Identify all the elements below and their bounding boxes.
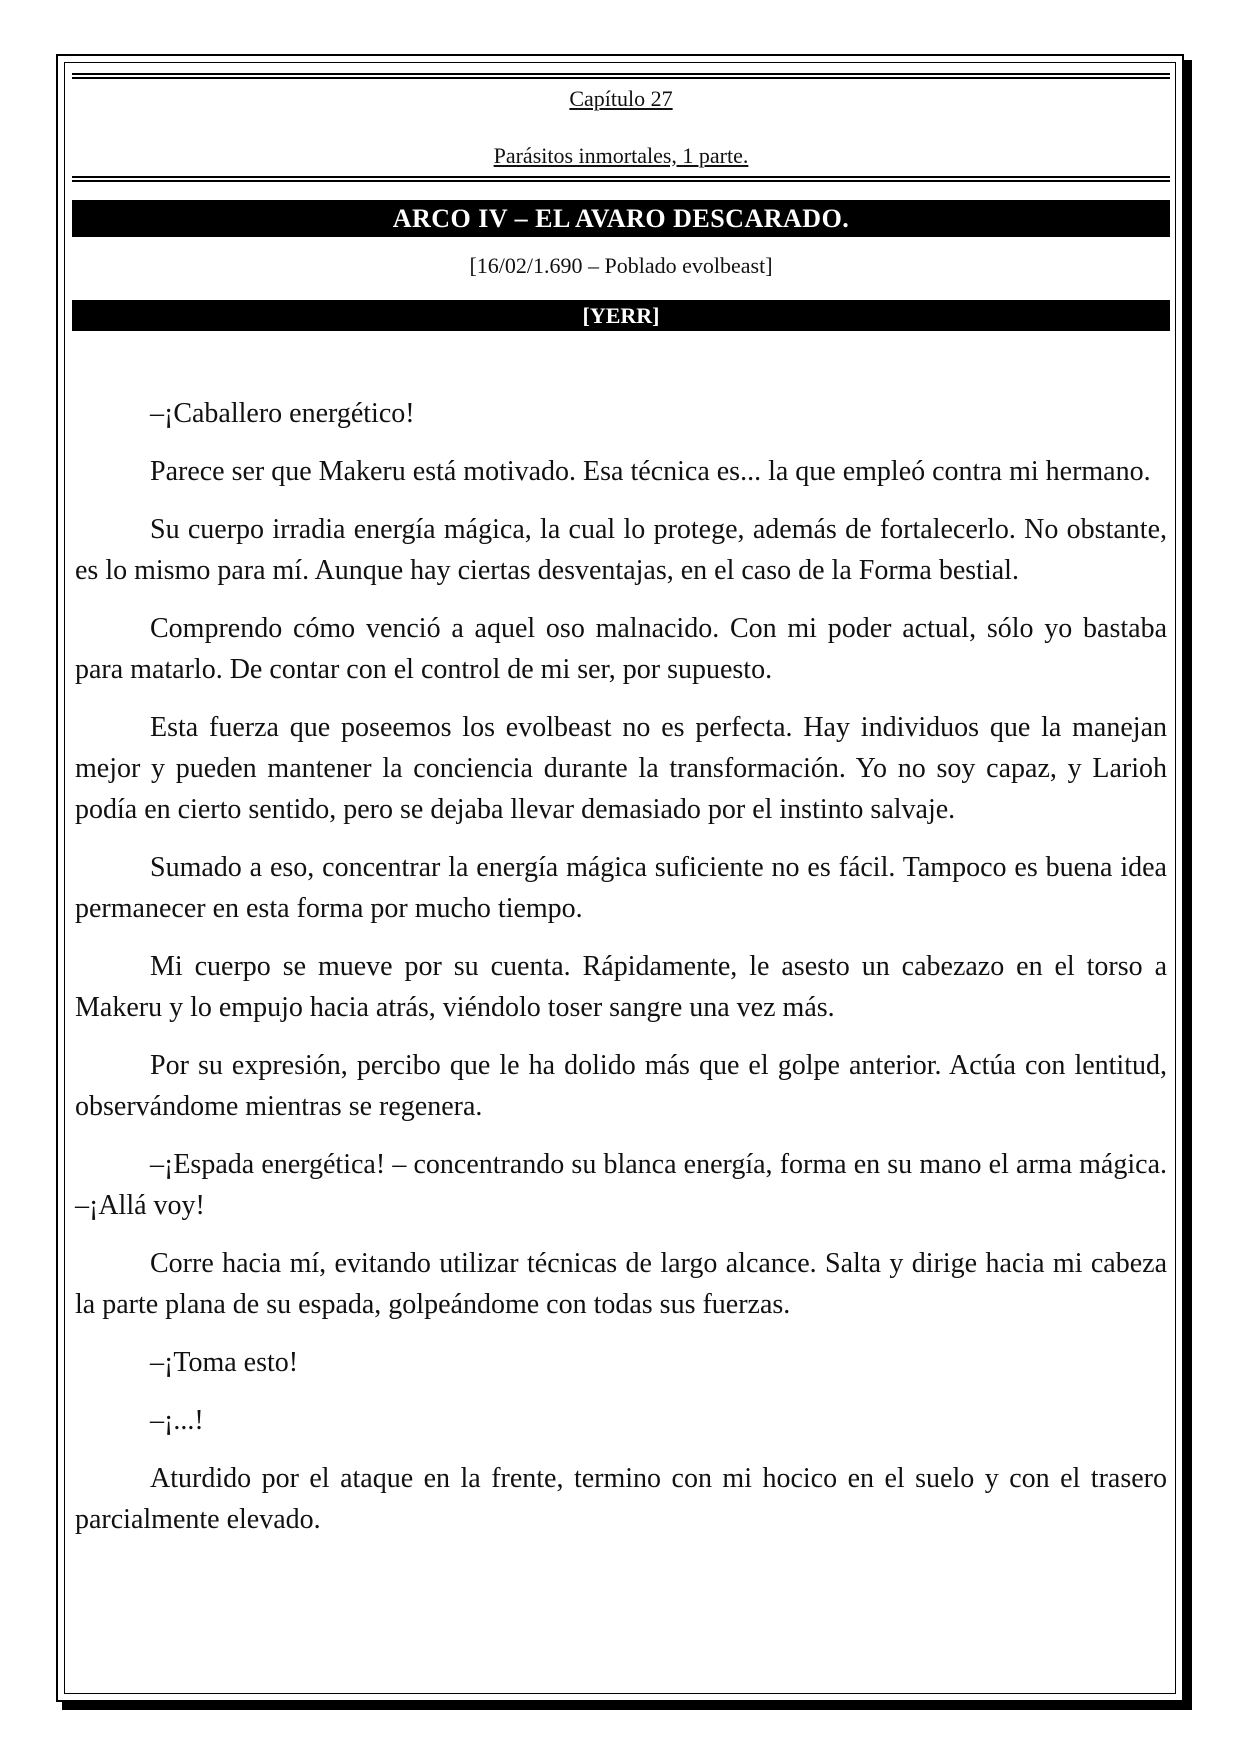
paragraph: Por su expresión, percibo que le ha dolido más que el golpe anterior. Actúa con lentitud, observándome mientras se regenera. <box>75 1050 1167 1122</box>
paragraph: Comprendo cómo venció a aquel oso malnacido. Con mi poder actual, sólo yo bastaba para matarlo. De contar con el control de mi ser, por supuesto. <box>75 613 1167 685</box>
header-bottom-rule <box>72 176 1170 182</box>
chapter-title: Parásitos inmortales, 1 parte. <box>493 143 749 168</box>
header-top-rule <box>72 73 1170 79</box>
paragraph: –¡Espada energética! – concentrando su blanca energía, forma en su mano el arma mágica. –¡Allá voy! <box>75 1149 1167 1221</box>
paragraph: Corre hacia mí, evitando utilizar técnicas de largo alcance. Salta y dirige hacia mi cabeza la parte plana de su espada, golpeándome con todas sus fuerzas. <box>75 1248 1167 1320</box>
paragraph: –¡Caballero energético! <box>150 398 415 429</box>
pov-bar: [YERR] <box>72 300 1170 331</box>
paragraph: Mi cuerpo se mueve por su cuenta. Rápidamente, le asesto un cabezazo en el torso a Makeru y lo empujo hacia atrás, viéndolo toser sangre una vez más. <box>75 951 1167 1023</box>
date-location: [16/02/1.690 – Poblado evolbeast] <box>469 253 773 278</box>
chapter-body <box>75 393 1167 1557</box>
paragraph: Sumado a eso, concentrar la energía mágica suficiente no es fácil. Tampoco es buena idea permanecer en esta forma por mucho tiempo. <box>75 852 1167 924</box>
paragraph: Parece ser que Makeru está motivado. Esa técnica es... la que empleó contra mi hermano. <box>150 456 1151 487</box>
paragraph: Su cuerpo irradia energía mágica, la cual lo protege, además de fortalecerlo. No obstante, es lo mismo para mí. Aunque hay ciertas desventajas, en el caso de la Forma bestial. <box>75 514 1167 586</box>
paragraph: –¡...! <box>150 1405 204 1436</box>
arc-title-bar: ARCO IV – EL AVARO DESCARADO. <box>72 200 1170 237</box>
chapter-number: Capítulo 27 <box>569 86 673 111</box>
paragraph: –¡Toma esto! <box>150 1347 299 1378</box>
paragraph: Aturdido por el ataque en la frente, termino con mi hocico en el suelo y con el trasero parcialmente elevado. <box>75 1463 1167 1535</box>
paragraph: Esta fuerza que poseemos los evolbeast no es perfecta. Hay individuos que la manejan mejor y pueden mantener la conciencia durante la transformación. Yo no soy capaz, y Larioh podía en cierto sentido, pero se dejaba llevar demasiado por el instinto salvaje. <box>75 712 1167 825</box>
